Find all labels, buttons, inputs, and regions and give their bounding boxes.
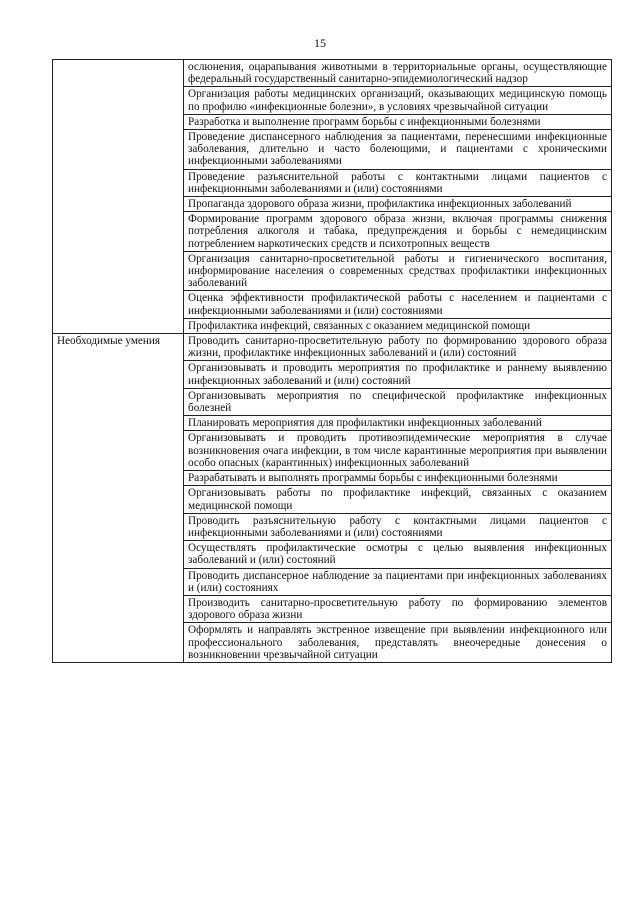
- item-text: Организовывать и проводить мероприятия по профилактике и раннему выявлению инфекционных заболеваний и (или) состояний: [188, 362, 607, 387]
- table-row: [53, 334, 612, 361]
- table-body: [53, 60, 612, 663]
- table-cell: [184, 431, 612, 471]
- item-text: Организовывать мероприятия по специфической профилактике инфекционных болезней: [188, 389, 607, 415]
- item-text: Оформлять и направлять экстренное извещение при выявлении инфекционного или профессионального заболевания, представлять внеочередные донесения о возникновении чрезвычайной ситуации: [188, 624, 607, 661]
- item-text: Планировать мероприятия для профилактики инфекционных заболеваний: [188, 417, 542, 430]
- item-text: Проводить разъяснительную работу с контактными лицами пациентов с инфекционными заболеваниями и (или) состояниями: [188, 514, 607, 539]
- table-cell: [184, 212, 612, 252]
- item-text: Пропаганда здорового образа жизни, профилактика инфекционных заболеваний: [188, 198, 572, 211]
- table-cell: [184, 416, 612, 431]
- item-text: Организация санитарно-просветительной работы и гигиенического воспитания, информирование населения о современных средствах профилактики инфекционных заболеваний: [188, 252, 607, 290]
- table-cell: [184, 169, 612, 196]
- item-text: Оценка эффективности профилактической работы с населением и пациентами с инфекционными заболеваниями и (или) состояниями: [188, 292, 607, 317]
- table-cell: [184, 361, 612, 388]
- item-text: Проводить санитарно-просветительную работу по формированию здорового образа жизни, профилактике инфекционных заболеваний и (или) состояний: [188, 335, 607, 360]
- table-cell: [184, 251, 612, 291]
- item-text: Формирование программ здорового образа жизни, включая программы снижения потребления алкоголя и табака, предупреждения и борьбы с немедицинским потреблением наркотических средств и психотропных веществ: [188, 213, 607, 250]
- table-cell: [184, 388, 612, 415]
- item-text: Производить санитарно-просветительную работу по формированию элементов здорового образа жизни: [188, 596, 607, 622]
- section-label: Необходимые умения: [53, 334, 184, 663]
- competency-table: [52, 59, 612, 663]
- table-row: [53, 60, 612, 87]
- table-cell: [184, 60, 612, 87]
- item-text: Профилактика инфекций, связанных с оказанием медицинской помощи: [188, 319, 531, 332]
- table-cell: [184, 318, 612, 333]
- table-cell: [184, 471, 612, 486]
- table-cell: [184, 291, 612, 318]
- table-cell: [184, 623, 612, 663]
- table-cell: [184, 513, 612, 540]
- item-text: ослюнения, оцарапывания животными в территориальные органы, осуществляющие федеральный государственный санитарно-эпидемиологический надзор: [188, 61, 607, 86]
- table-cell: [184, 486, 612, 513]
- section-label: [53, 60, 184, 334]
- item-text: Разработка и выполнение программ борьбы с инфекционными болезнями: [188, 115, 541, 128]
- table-cell: [184, 595, 612, 622]
- item-text: Организация работы медицинских организаций, оказывающих медицинскую помощь по профилю «инфекционные болезни», в условиях чрезвычайной ситуации: [188, 88, 607, 113]
- item-text: Проведение разъяснительной работы с контактными лицами пациентов с инфекционными заболеваниями и (или) состояниями: [188, 170, 607, 195]
- item-text: Осуществлять профилактические осмотры с целью выявления инфекционных заболеваний и (или) состояний: [188, 542, 607, 567]
- page-number: 15: [314, 36, 326, 50]
- table-cell: [184, 197, 612, 212]
- item-text: Организовывать и проводить противоэпидемические мероприятия в случае возникновения очага инфекции, в том числе карантинные мероприятия при выявлении особо опасных (карантинных) инфекционных заболеваний: [188, 432, 607, 469]
- table-cell: [184, 87, 612, 114]
- item-text: Проведение диспансерного наблюдения за пациентами, перенесшими инфекционные заболевания, длительно и часто болеющими, и пациентами с хроническими инфекционными заболеваниями: [188, 131, 607, 168]
- table-cell: [184, 334, 612, 361]
- table-cell: [184, 114, 612, 129]
- item-text: Проводить диспансерное наблюдение за пациентами при инфекционных заболеваниях и (или) состояниях: [188, 569, 607, 594]
- table-cell: [184, 568, 612, 595]
- item-text: Организовывать работы по профилактике инфекций, связанных с оказанием медицинской помощи: [188, 487, 607, 512]
- table-cell: [184, 130, 612, 170]
- table-cell: [184, 541, 612, 568]
- item-text: Разрабатывать и выполнять программы борьбы с инфекционными болезнями: [188, 472, 558, 485]
